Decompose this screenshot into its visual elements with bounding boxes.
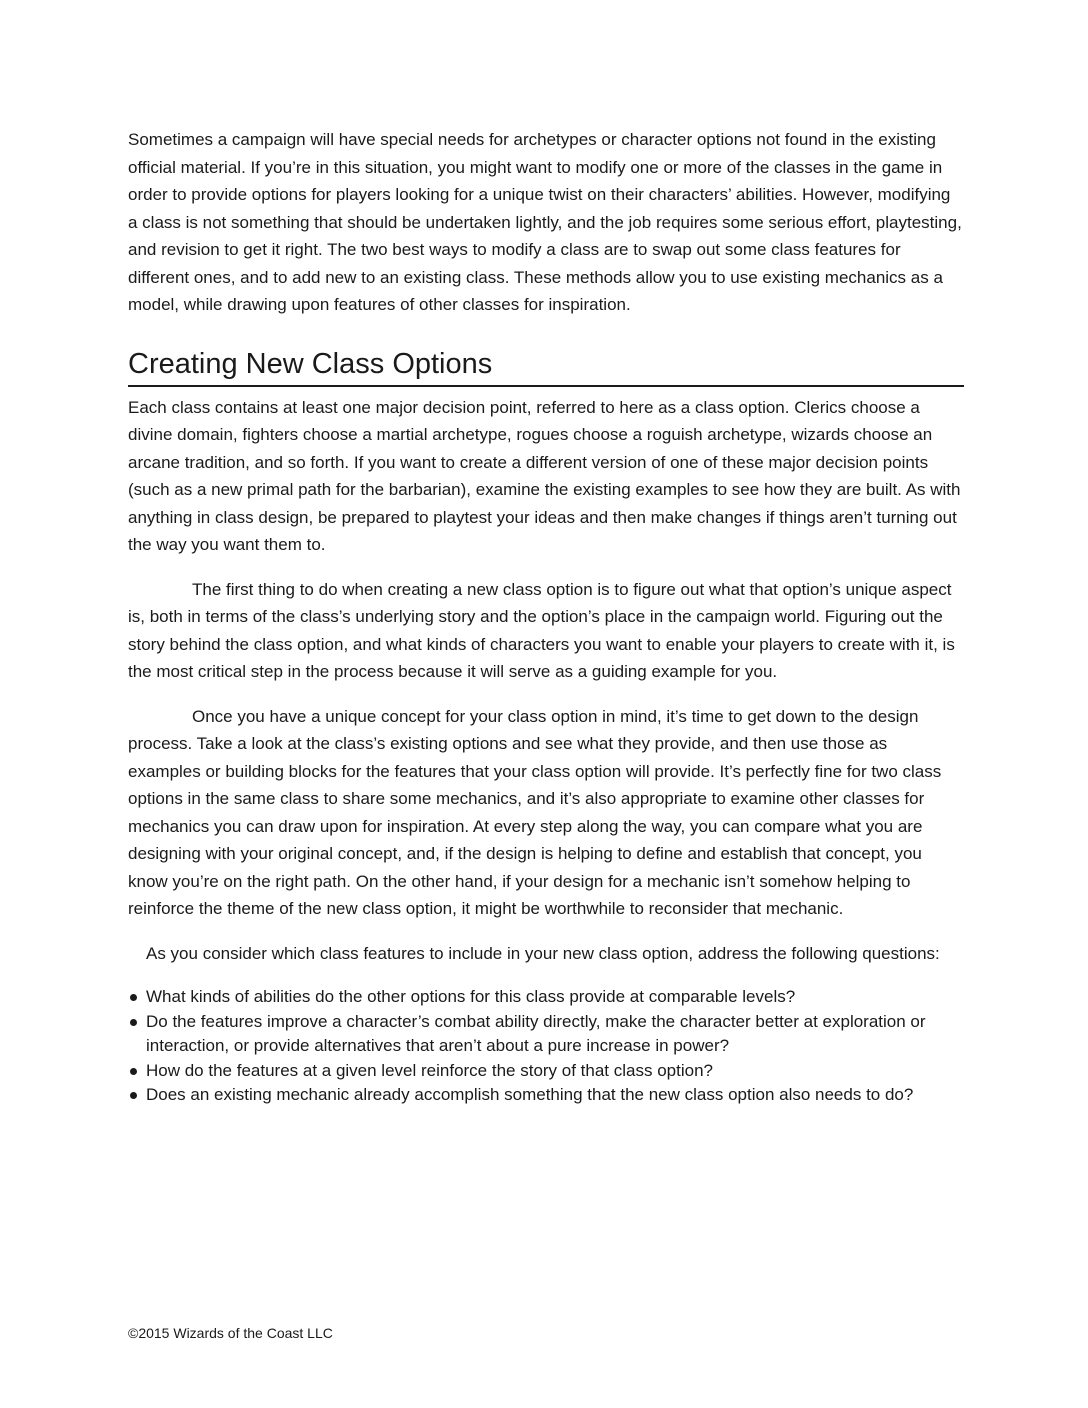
list-item — [128, 1083, 964, 1108]
document-page — [128, 126, 964, 1108]
bullet-icon — [130, 994, 137, 1001]
body-paragraph-3: Once you have a unique concept for your class option in mind, it’s time to get down to the design process. Take a look at the class’s existing options and see what they provide, and then use those as examples or building blocks for the features that your class option will provide. It’s perfectly fine for two class options in the same class to share some mechanics, and it’s also appropriate to examine other classes for mechanics you can draw upon for inspiration. At every step along the way, you can compare what you are designing with your original concept, and, if the design is helping to define and establish that concept, you know you’re on the right path. On the other hand, if your design for a mechanic isn’t somehow helping to reinforce the theme of the new class option, it might be worthwhile to reconsider that mechanic. — [128, 706, 942, 918]
question-text: Do the features improve a character’s combat ability directly, make the character better at exploration or interaction, or provide alternatives that aren’t about a pure increase in power? — [146, 1011, 926, 1055]
body-paragraph-2: The first thing to do when creating a new class option is to figure out what that option’s unique aspect is, both in terms of the class’s underlying story and the option’s place in the campaign world. Figuring out the story behind the class option, and what kinds of characters you want to enable your players to create with it, is the most critical step in the process because it will serve as a guiding example for you. — [128, 579, 955, 681]
list-item — [128, 1010, 964, 1059]
bullet-icon — [130, 1019, 137, 1026]
body-paragraph-1: Each class contains at least one major decision point, referred to here as a class option. Clerics choose a divine domain, fighters choose a martial archetype, rogues choose a roguish archetype, wizards choose an arcane tradition, and so forth. If you want to create a different version of one of these major decision points (such as a new primal path for the barbarian), examine the existing examples to see how they are built. As with anything in class design, be prepared to playtest your ideas and then make changes if things aren’t turning out the way you want them to. — [128, 397, 961, 554]
question-text: What kinds of abilities do the other options for this class provide at comparable levels? — [146, 987, 796, 1006]
questions-list — [128, 985, 964, 1108]
list-item — [128, 985, 964, 1010]
section-heading: Creating New Class Options — [128, 347, 493, 380]
heading-rule — [128, 385, 964, 387]
footer-copyright: ©2015 Wizards of the Coast LLC — [128, 1325, 333, 1341]
question-text: Does an existing mechanic already accomplish something that the new class option also needs to do? — [146, 1085, 914, 1104]
bullet-icon — [130, 1068, 137, 1075]
bullet-icon — [130, 1092, 137, 1099]
list-item — [128, 1059, 964, 1084]
intro-paragraph: Sometimes a campaign will have special needs for archetypes or character options not found in the existing official material. If you’re in this situation, you might want to modify one or more of the classes in the game in order to provide options for players looking for a unique twist on their characters’ abilities. However, modifying a class is not something that should be undertaken lightly, and the job requires some serious effort, playtesting, and revision to get it right. The two best ways to modify a class are to swap out some class features for different ones, and to add new to an existing class. These methods allow you to use existing mechanics as a model, while drawing upon features of other classes for inspiration. — [128, 130, 962, 314]
questions-intro: As you consider which class features to include in your new class option, address the following questions: — [146, 943, 940, 963]
question-text: How do the features at a given level reinforce the story of that class option? — [146, 1060, 713, 1080]
